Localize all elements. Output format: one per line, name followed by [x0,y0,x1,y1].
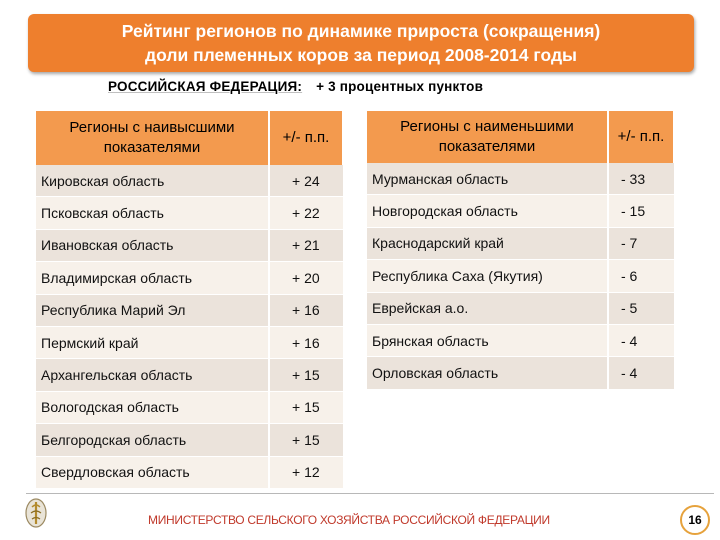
region-value: + 15 [269,391,343,423]
region-name: Новгородская область [367,195,608,227]
footer-divider [26,493,714,494]
table-row [36,359,343,391]
region-name: Республика Саха (Якутия) [367,260,608,292]
region-name: Брянская область [367,324,608,356]
header-region-top: Регионы с наивысшими показателями [36,111,269,165]
region-value: + 21 [269,229,343,261]
table-row [36,294,343,326]
region-name: Архангельская область [36,359,269,391]
ministry-emblem-icon [24,497,48,529]
region-name: Пермский край [36,326,269,358]
table-row [367,357,674,389]
table-row [36,165,343,197]
region-name: Краснодарский край [367,227,608,259]
region-value: + 24 [269,165,343,197]
region-value: - 6 [608,260,674,292]
region-name: Свердловская область [36,456,269,488]
table-row [36,262,343,294]
table-row [367,324,674,356]
ministry-name: МИНИСТЕРСТВО СЕЛЬСКОГО ХОЗЯЙСТВА РОССИЙСКОЙ ФЕДЕРАЦИИ [148,513,550,527]
table-row [36,197,343,229]
region-value: + 16 [269,294,343,326]
page-number: 16 [680,505,710,535]
table-row [36,456,343,488]
region-value: + 22 [269,197,343,229]
region-name: Владимирская область [36,262,269,294]
subtitle [108,79,483,94]
bottom-regions-table [367,111,675,390]
region-value: - 5 [608,292,674,324]
region-name: Белгородская область [36,424,269,456]
region-name: Псковская область [36,197,269,229]
federation-delta: + 3 процентных пунктов [316,79,484,94]
region-name: Мурманская область [367,163,608,195]
region-value: + 15 [269,359,343,391]
table-row [367,292,674,324]
region-name: Вологодская область [36,391,269,423]
table-row [36,424,343,456]
region-value: - 15 [608,195,674,227]
table-row [367,195,674,227]
header-value-top: +/- п.п. [269,111,343,165]
table-row [36,229,343,261]
header-value-bottom: +/- п.п. [608,111,674,163]
region-value: - 33 [608,163,674,195]
region-name: Республика Марий Эл [36,294,269,326]
region-value: - 4 [608,357,674,389]
table-row [367,227,674,259]
region-value: - 7 [608,227,674,259]
region-value: + 20 [269,262,343,294]
table-row [367,163,674,195]
region-name: Еврейская а.о. [367,292,608,324]
table-row [36,391,343,423]
region-value: + 12 [269,456,343,488]
region-name: Ивановская область [36,229,269,261]
federation-label: РОССИЙСКАЯ ФЕДЕРАЦИЯ: [108,79,303,94]
region-value: - 4 [608,324,674,356]
region-name: Кировская область [36,165,269,197]
header-region-bottom: Регионы с наименьшими показателями [367,111,608,163]
top-regions-table [36,111,344,489]
title-line-2: доли племенных коров за период 2008-2014 годы [145,45,577,65]
region-value: + 16 [269,326,343,358]
region-value: + 15 [269,424,343,456]
slide-title [28,14,694,72]
title-line-1: Рейтинг регионов по динамике прироста (сокращения) [121,21,601,41]
table-row [367,260,674,292]
region-name: Орловская область [367,357,608,389]
table-row [36,326,343,358]
